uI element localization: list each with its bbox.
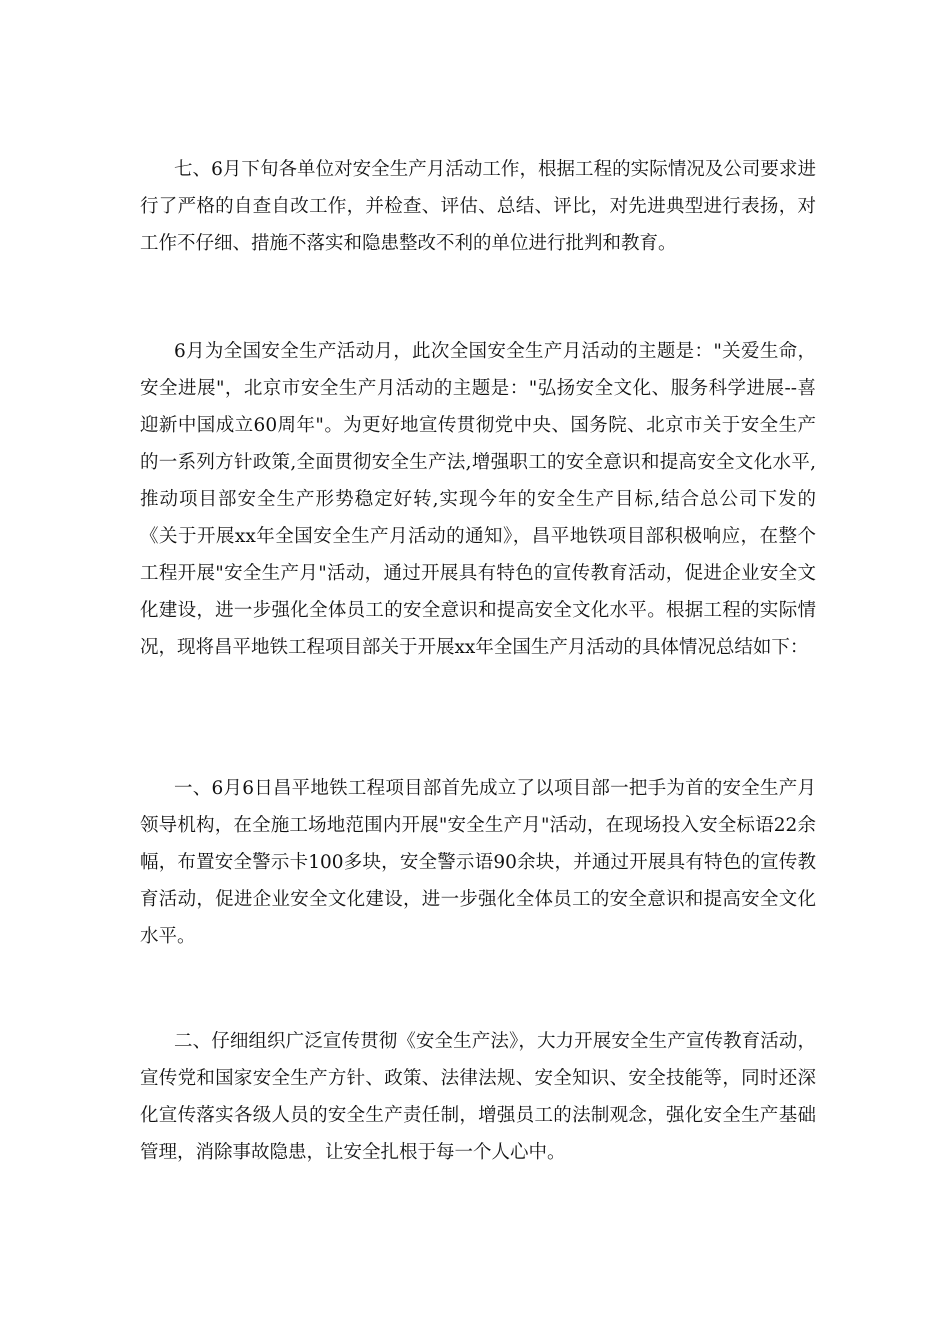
paragraph-introduction: 6月为全国安全生产活动月，此次全国安全生产月活动的主题是："关爱生命，安全进展"，北京市安全生产月活动的主题是："弘扬安全文化、服务科学进展--喜迎新中国成立60周年"。为更好地宣传贯彻党中央、国务院、北京市关于安全生产的一系列方针政策,全面贯彻安全生产法,增强职工的安全意识和提高安全文化水平,推动项目部安全生产形势稳定好转,实现今年的安全生产目标,结合总公司下发的《关于开展xx年全国安全生产月活动的通知》，昌平地铁项目部积极响应，在整个工程开展"安全生产月"活动，通过开展具有特色的宣传教育活动，促进企业安全文化建设，进一步强化全体员工的安全意识和提高安全文化水平。根据工程的实际情况，现将昌平地铁工程项目部关于开展xx年全国生产月活动的具体情况总结如下： <box>140 341 816 658</box>
paragraph-section-one: 一、6月6日昌平地铁工程项目部首先成立了以项目部一把手为首的安全生产月领导机构，在全施工场地范围内开展"安全生产月"活动，在现场投入安全标语22余幅，布置安全警示卡100多块，安全警示语90余块，并通过开展具有特色的宣传教育活动，促进企业安全文化建设，进一步强化全体员工的安全意识和提高安全文化水平。 <box>140 778 816 947</box>
paragraph-section-seven: 七、6月下旬各单位对安全生产月活动工作，根据工程的实际情况及公司要求进行了严格的自查自改工作，并检查、评估、总结、评比，对先进典型进行表扬，对工作不仔细、措施不落实和隐患整改不利的单位进行批判和教育。 <box>140 159 816 254</box>
paragraph-section-two: 二、仔细组织广泛宣传贯彻《安全生产法》，大力开展安全生产宣传教育活动，宣传党和国家安全生产方针、政策、法律法规、安全知识、安全技能等，同时还深化宣传落实各级人员的安全生产责任制，增强员工的法制观念，强化安全生产基础管理，消除事故隐患，让安全扎根于每一个人心中。 <box>140 1031 816 1163</box>
